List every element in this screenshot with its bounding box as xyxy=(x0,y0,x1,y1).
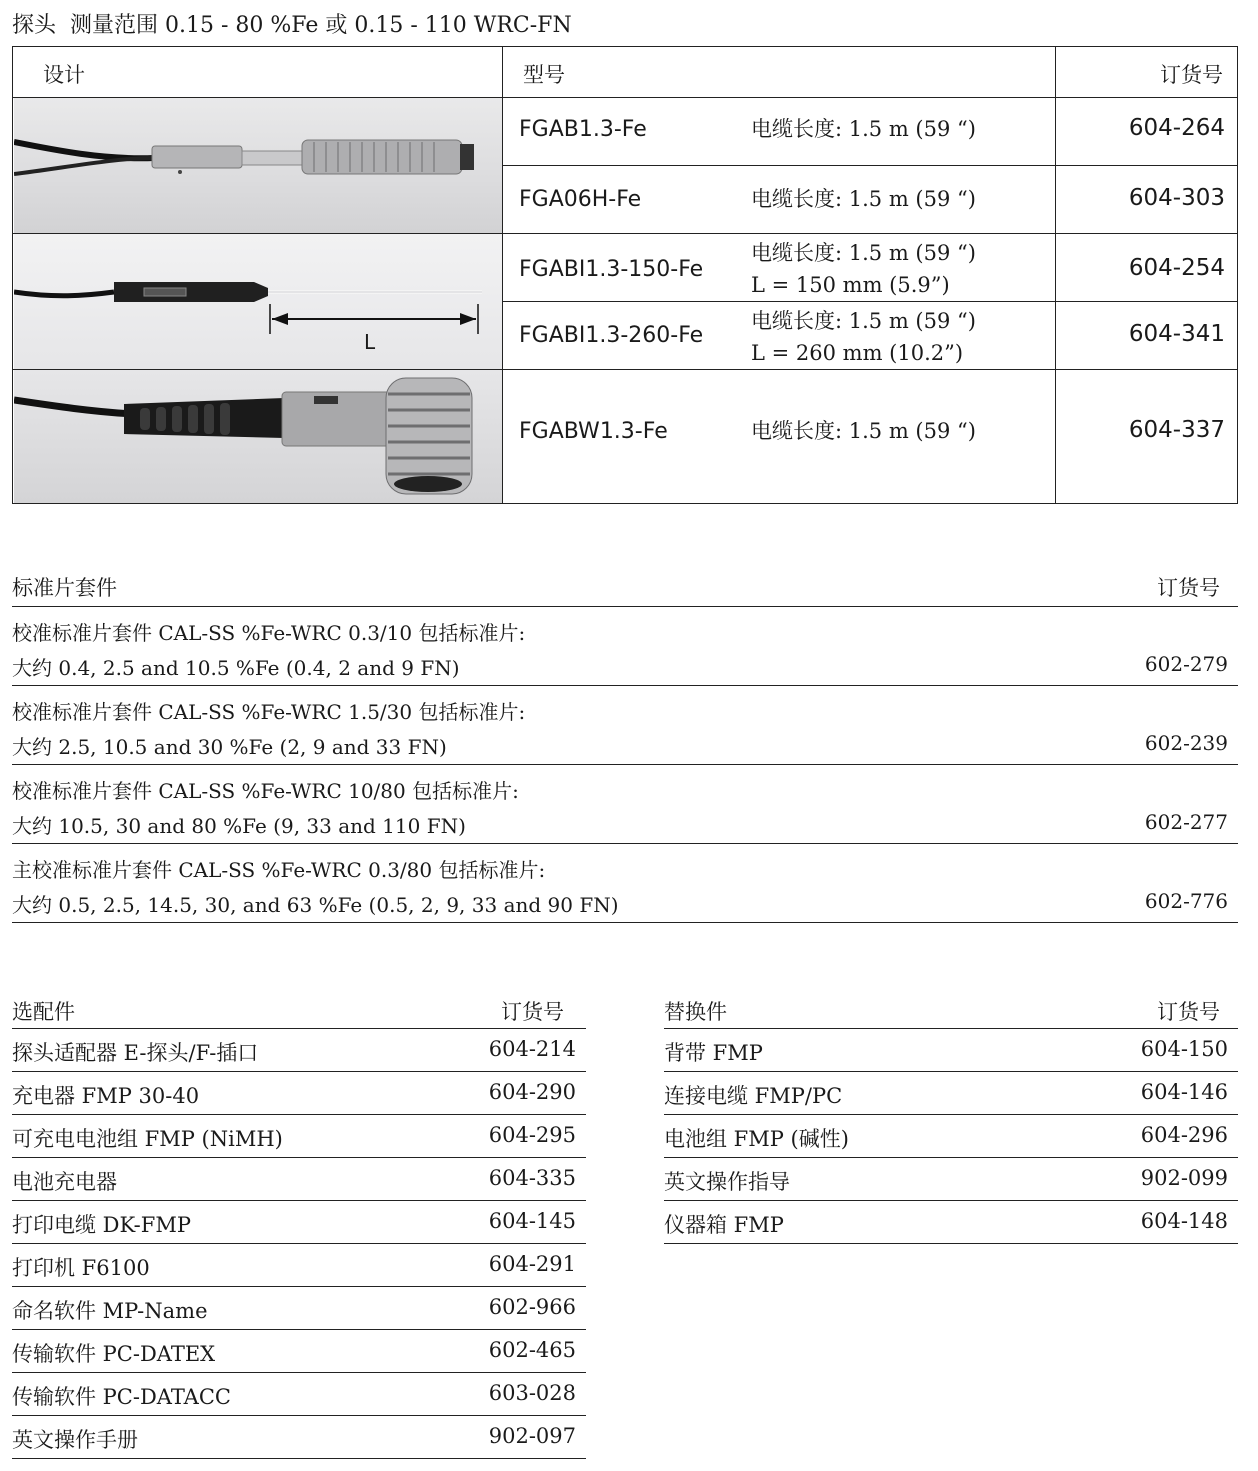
calibration-header xyxy=(12,568,1238,607)
item-name: 电池充电器 xyxy=(12,1170,117,1194)
cable-cell: 电缆长度: 1.5 m (59 “) xyxy=(751,241,976,265)
probe-photo-straight xyxy=(14,98,502,233)
item-name: 电池组 FMP (碱性) xyxy=(664,1127,849,1151)
list-item xyxy=(664,1072,1238,1115)
model-cell: FGA06H-Fe xyxy=(519,187,642,212)
list-item xyxy=(12,1115,586,1158)
calibration-desc: 校准标准片套件 CAL-SS %Fe-WRC 0.3/10 包括标准片: xyxy=(12,621,526,645)
calibration-values: 大约 0.4, 2.5 and 10.5 %Fe (0.4, 2 and 9 FN) xyxy=(12,656,460,680)
item-order: 604-295 xyxy=(488,1123,576,1147)
calibration-order: 602-239 xyxy=(1144,731,1228,755)
calibration-row xyxy=(12,686,1238,765)
calibration-order: 602-277 xyxy=(1144,810,1228,834)
cable-cell: 电缆长度: 1.5 m (59 “) xyxy=(751,117,976,141)
calibration-row xyxy=(12,765,1238,844)
probe-table xyxy=(12,46,1238,504)
item-name: 打印机 F6100 xyxy=(12,1256,150,1280)
item-name: 仪器箱 FMP xyxy=(664,1213,784,1237)
probe-photo-pen xyxy=(14,234,502,369)
header-design: 设计 xyxy=(43,63,85,87)
length-label: L xyxy=(364,330,376,354)
item-name: 背带 FMP xyxy=(664,1041,763,1065)
calibration-values: 大约 10.5, 30 and 80 %Fe (9, 33 and 110 FN) xyxy=(12,814,466,838)
length-cell: L = 150 mm (5.9”) xyxy=(751,273,950,297)
item-name: 传输软件 PC-DATACC xyxy=(12,1385,231,1409)
list-item xyxy=(12,1244,586,1287)
replacements-header xyxy=(664,984,1238,1029)
item-order: 604-291 xyxy=(488,1252,576,1276)
replacements-list xyxy=(664,984,1238,1244)
list-item xyxy=(664,1201,1238,1244)
accessories-title: 选配件 xyxy=(12,1000,75,1024)
item-order: 603-028 xyxy=(488,1381,576,1405)
page-heading: 探头 测量范围 0.15 - 80 %Fe 或 0.15 - 110 WRC-FN xyxy=(12,13,572,38)
item-name: 命名软件 MP-Name xyxy=(12,1299,208,1323)
item-order: 902-097 xyxy=(488,1424,576,1448)
order-cell: 604-303 xyxy=(1128,185,1225,211)
list-item xyxy=(12,1029,586,1072)
header-order: 订货号 xyxy=(1160,63,1223,87)
calibration-section xyxy=(12,568,1238,923)
calibration-order-header: 订货号 xyxy=(1157,576,1220,600)
item-order: 604-214 xyxy=(488,1037,576,1061)
calibration-desc: 校准标准片套件 CAL-SS %Fe-WRC 1.5/30 包括标准片: xyxy=(12,700,526,724)
item-name: 可充电电池组 FMP (NiMH) xyxy=(12,1127,283,1151)
list-item xyxy=(12,1072,586,1115)
row-divider xyxy=(502,165,1237,166)
list-item xyxy=(12,1287,586,1330)
calibration-desc: 校准标准片套件 CAL-SS %Fe-WRC 10/80 包括标准片: xyxy=(12,779,519,803)
order-cell: 604-337 xyxy=(1128,417,1225,443)
list-item xyxy=(664,1115,1238,1158)
item-order: 604-148 xyxy=(1140,1209,1228,1233)
cable-cell: 电缆长度: 1.5 m (59 “) xyxy=(751,309,976,333)
model-cell: FGABI1.3-260-Fe xyxy=(519,323,704,348)
model-cell: FGAB1.3-Fe xyxy=(519,117,647,142)
order-cell: 604-264 xyxy=(1128,115,1225,141)
item-name: 充电器 FMP 30-40 xyxy=(12,1084,200,1108)
accessories-header xyxy=(12,984,586,1029)
model-cell: FGABW1.3-Fe xyxy=(519,419,668,444)
item-order: 604-145 xyxy=(488,1209,576,1233)
item-order: 604-290 xyxy=(488,1080,576,1104)
list-item xyxy=(12,1201,586,1244)
item-order: 604-146 xyxy=(1140,1080,1228,1104)
item-name: 英文操作手册 xyxy=(12,1428,138,1452)
item-name: 连接电缆 FMP/PC xyxy=(664,1084,843,1108)
list-item xyxy=(664,1158,1238,1201)
length-cell: L = 260 mm (10.2”) xyxy=(751,341,964,365)
calibration-values: 大约 0.5, 2.5, 14.5, 30, and 63 %Fe (0.5, 2, 9, 33 and 90 FN) xyxy=(12,893,619,917)
order-cell: 604-341 xyxy=(1128,321,1225,347)
list-item xyxy=(664,1029,1238,1072)
item-order: 604-296 xyxy=(1140,1123,1228,1147)
model-cell: FGABI1.3-150-Fe xyxy=(519,257,704,282)
list-item xyxy=(12,1416,586,1459)
cable-cell: 电缆长度: 1.5 m (59 “) xyxy=(751,419,976,443)
probe-photo-angled xyxy=(14,370,502,503)
list-item xyxy=(12,1158,586,1201)
list-item xyxy=(12,1330,586,1373)
calibration-order: 602-776 xyxy=(1144,889,1228,913)
item-name: 传输软件 PC-DATEX xyxy=(12,1342,216,1366)
item-name: 打印电缆 DK-FMP xyxy=(12,1213,191,1237)
row-divider xyxy=(502,301,1237,302)
item-order: 602-465 xyxy=(488,1338,576,1362)
calibration-order: 602-279 xyxy=(1144,652,1228,676)
replacements-order-header: 订货号 xyxy=(1157,1000,1220,1024)
item-order: 602-966 xyxy=(488,1295,576,1319)
item-order: 604-150 xyxy=(1140,1037,1228,1061)
list-item xyxy=(12,1373,586,1416)
calibration-values: 大约 2.5, 10.5 and 30 %Fe (2, 9 and 33 FN) xyxy=(12,735,447,759)
item-name: 探头适配器 E-探头/F-插口 xyxy=(12,1041,259,1065)
accessories-order-header: 订货号 xyxy=(501,1000,564,1024)
item-order: 902-099 xyxy=(1140,1166,1228,1190)
cable-cell: 电缆长度: 1.5 m (59 “) xyxy=(751,187,976,211)
calibration-row xyxy=(12,607,1238,686)
replacements-title: 替换件 xyxy=(664,1000,727,1024)
column-divider xyxy=(502,47,503,503)
calibration-title: 标准片套件 xyxy=(12,576,117,600)
calibration-row xyxy=(12,844,1238,923)
item-name: 英文操作指导 xyxy=(664,1170,790,1194)
accessories-list xyxy=(12,984,586,1459)
column-divider xyxy=(1055,47,1056,503)
calibration-desc: 主校准标准片套件 CAL-SS %Fe-WRC 0.3/80 包括标准片: xyxy=(12,858,546,882)
order-cell: 604-254 xyxy=(1128,255,1225,281)
item-order: 604-335 xyxy=(488,1166,576,1190)
header-model: 型号 xyxy=(523,63,565,87)
